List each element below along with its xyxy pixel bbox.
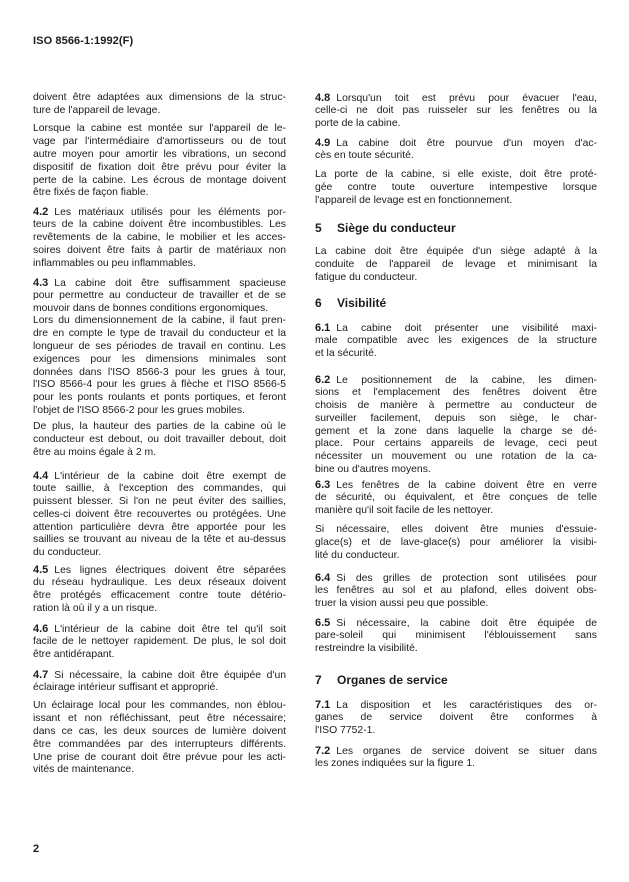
clause-number: 4.2: [33, 206, 49, 218]
text-line: 6.5 Si nécessaire, la cabine doit être équipée de: [315, 617, 597, 629]
text-line: vage par l'intermédiaire d'amortisseurs ou de tout: [33, 135, 286, 147]
paragraph: [33, 315, 286, 418]
text-line: 4.2 Les matériaux utilisés pour les éléments por-: [33, 206, 286, 218]
clause-7-1: [315, 699, 597, 738]
text-line: les zones indiquées sur la figure 1.: [315, 757, 475, 769]
text-line: gement et la zone dans laquelle la charge se dé-: [315, 425, 597, 437]
text-line: l'ISO 7752-1.: [315, 724, 376, 736]
text-line: truer la vision aussi peu que possible.: [315, 597, 489, 609]
clause-4-4: [33, 470, 286, 560]
text-line: cès en toute sécurité.: [315, 149, 414, 161]
clause-number: 6.5: [315, 617, 331, 629]
text-line: manière qu'il soit facile de les nettoyer.: [315, 504, 494, 516]
text-line: choisis de manière à permettre au conducteur de: [315, 399, 597, 411]
section-heading: [315, 296, 386, 310]
clause-number: 4.7: [33, 669, 49, 681]
text-line: 6.3 Les fenêtres de la cabine doivent être en verre: [315, 479, 597, 491]
text-line: restreindre la visibilité.: [315, 642, 418, 654]
clause-4-8: [315, 92, 597, 131]
text-line: être fixés de façon fiable.: [33, 187, 149, 199]
page-number: 2: [33, 843, 40, 855]
clause-number: 7.1: [315, 699, 331, 711]
clause-4-6: [33, 623, 286, 662]
text-line: de sécurité, ou équivalent, et être conçues de telle: [315, 491, 597, 503]
clause-number: 6.3: [315, 479, 331, 491]
text-line: autre moyen pour amortir les vibrations, un second: [33, 148, 286, 160]
clause-number: 6.2: [315, 374, 331, 386]
text-line: ration là où il y a un risque.: [33, 602, 158, 614]
section-number: 6: [315, 296, 322, 310]
text-line: du réseau hydraulique. Les deux réseaux doivent: [33, 576, 286, 588]
clause-6-1: [315, 322, 597, 361]
text-line: 4.8 Lorsqu'un toit est prévu pour évacuer l'eau,: [315, 92, 597, 104]
text-line: La cabine doit être équipée d'un siège adapté à la: [315, 246, 597, 257]
text-line: pour les ponts roulants et ponts portiques, et feront: [33, 392, 286, 404]
clause-number: 4.9: [315, 137, 331, 149]
text-line: Un éclairage local pour les commandes, non éblou-: [33, 700, 286, 711]
clause-4-2: [33, 206, 286, 270]
text-line: perte de la cabine. Les écrous de montage doivent: [33, 174, 286, 186]
text-line: glace(s) et de lave-glace(s) pour améliorer la visibi-: [315, 536, 597, 548]
text-line: place. Pour certains appareils de levage, ceci peut: [315, 438, 597, 450]
text-line: l'appareil de levage est en fonctionnement.: [315, 194, 513, 206]
text-line: fatigue du conducteur.: [315, 271, 418, 283]
section-title: Organes de service: [337, 673, 448, 687]
text-line: du conducteur.: [33, 547, 102, 559]
clause-4-7: [33, 669, 286, 695]
text-line: sions et l'emplacement des fenêtres doivent être: [315, 386, 597, 398]
text-line: vités de maintenance.: [33, 764, 135, 776]
text-line: lité du conducteur.: [315, 549, 400, 561]
clause-6-5: [315, 617, 597, 656]
paragraph: [315, 169, 597, 208]
text-line: dre en compte le type de travail du conducteur et la: [33, 327, 286, 339]
text-line: données dans l'ISO 8566-3 pour les grues à tour,: [33, 366, 286, 378]
text-line: issant et non réfléchissant, peut être nécessaire;: [33, 712, 286, 724]
text-line: pare-soleil qui minimisent l'éblouissement sans: [315, 629, 597, 641]
clause-number: 7.2: [315, 745, 331, 757]
text-line: doivent être adaptées aux dimensions de la struc-: [33, 92, 286, 103]
text-line: De plus, la hauteur des parties de la cabine où le: [33, 421, 286, 432]
text-line: Une prise de courant doit être prévue pour les acti-: [33, 751, 286, 763]
clause-4-9: [315, 137, 597, 163]
paragraph: [33, 123, 286, 200]
text-line: 4.7 Si nécessaire, la cabine doit être équipée d'un: [33, 669, 286, 681]
text-line: La porte de la cabine, si elle existe, doit être proté-: [315, 169, 597, 180]
text-line: nécessiter un mouvement ou une rotation de la ca-: [315, 451, 597, 463]
text-line: être antidérapant.: [33, 648, 115, 660]
text-line: 4.6 L'intérieur de la cabine doit être tel qu'il soit: [33, 623, 286, 635]
text-line: toute saillie, à l'exception des commandes, qui: [33, 482, 286, 494]
text-line: gée contre toute ouverture intempestive lorsque: [315, 181, 597, 193]
text-line: inflammables ou peu inflammables.: [33, 257, 196, 269]
text-line: saillies se trouvant au niveau de la tête et au-dessus: [33, 534, 286, 546]
text-line: puissent blesser. Si l'on ne peut éviter des saillies,: [33, 495, 286, 507]
text-line: les fenêtres au sol et au plafond, elles doivent obs-: [315, 584, 597, 596]
clause-7-2: [315, 745, 597, 771]
text-line: Lors du dimensionnement de la cabine, il faut pren-: [33, 315, 286, 326]
text-line: attention particulière devra être apportée pour les: [33, 521, 286, 533]
text-line: dans ce cas, les deux sources de lumière doivent: [33, 725, 286, 737]
text-line: et la sécurité.: [315, 347, 377, 359]
clause-4-3: [33, 277, 286, 316]
text-line: ture de l'appareil de levage.: [33, 104, 161, 116]
text-line: 4.5 Les lignes électriques doivent être séparées: [33, 564, 286, 576]
text-line: conducteur est debout, ou doit travailler debout, doit: [33, 433, 286, 445]
text-line: bine ou d'autres moyens.: [315, 464, 431, 476]
clause-number: 4.3: [33, 277, 49, 289]
text-line: l'objet de l'ISO 8566-2 pour les grues mobiles.: [33, 405, 245, 417]
text-line: facile de le nettoyer rapidement. De plus, le sol doit: [33, 635, 286, 647]
paragraph: [315, 524, 597, 563]
section-title: Visibilité: [337, 296, 387, 310]
text-line: celles-ci doivent être recouvertes ou protégées. Une: [33, 508, 286, 520]
clause-6-2: [315, 374, 597, 477]
text-line: 7.2 Les organes de service doivent se situer dans: [315, 745, 597, 757]
text-line: 7.1 La disposition et les caractéristiques des or-: [315, 699, 597, 711]
text-line: surveiller facilement, depuis son siège, le char-: [315, 412, 597, 424]
text-line: être au moins égale à 2 m.: [33, 446, 157, 458]
document-header: ISO 8566-1:1992(F): [33, 35, 134, 47]
text-line: exigences pour les dimensions minimales sont: [33, 353, 286, 365]
text-line: soires doivent être faits à partir de matériaux non: [33, 244, 286, 256]
section-number: 7: [315, 673, 322, 687]
section-number: 5: [315, 221, 322, 235]
text-line: male compatible avec les exigences de la structure: [315, 334, 597, 346]
text-line: Lorsque la cabine est montée sur l'appareil de le-: [33, 123, 286, 134]
clause-number: 6.1: [315, 322, 331, 334]
text-line: 6.1 La cabine doit présenter une visibilité maxi-: [315, 322, 597, 334]
text-line: pour permettre au conducteur de travailler et de se: [33, 289, 286, 301]
text-line: éclairage intérieur suffisant et approprié.: [33, 681, 219, 693]
clause-number: 4.5: [33, 564, 49, 576]
clause-number: 6.4: [315, 572, 331, 584]
text-line: dispositif de fixation doit être prévu pour éviter la: [33, 161, 286, 173]
text-line: 4.4 L'intérieur de la cabine doit être exempt de: [33, 470, 286, 482]
clause-number: 4.4: [33, 470, 49, 482]
text-line: Si nécessaire, elles doivent être munies d'essuie-: [315, 524, 597, 535]
paragraph: [33, 700, 286, 777]
text-line: 6.2 Le positionnement de la cabine, les dimen-: [315, 374, 597, 386]
clause-6-4: [315, 572, 597, 611]
paragraph: [315, 246, 597, 285]
text-line: revêtements de la cabine, le mobilier et les acces-: [33, 231, 286, 243]
section-title: Siège du conducteur: [337, 221, 456, 235]
clause-6-3: [315, 479, 597, 518]
text-line: porte de la cabine.: [315, 117, 401, 129]
text-line: l'ISO 8566-4 pour les grues à flèche et l'ISO 8566-5: [33, 379, 286, 391]
text-line: conduite de l'appareil de levage et minimisant la: [315, 258, 597, 270]
section-heading: [315, 221, 456, 235]
text-line: 4.9 La cabine doit être pourvue d'un moyen d'ac-: [315, 137, 597, 149]
text-line: longueur de ses périodes de travail en continu. Les: [33, 340, 286, 352]
clause-number: 4.8: [315, 92, 331, 104]
section-heading: [315, 673, 448, 687]
text-line: 6.4 Si des grilles de protection sont utilisées pour: [315, 572, 597, 584]
text-line: 4.3 La cabine doit être suffisamment spacieuse: [33, 277, 286, 289]
text-line: être protégés efficacement contre toute détério-: [33, 589, 286, 601]
text-line: être commandées par des interrupteurs différents.: [33, 738, 286, 750]
clause-number: 4.6: [33, 623, 49, 635]
clause-4-5: [33, 564, 286, 616]
paragraph: [33, 92, 286, 118]
text-line: mouvoir dans de bonnes conditions ergonomiques.: [33, 302, 269, 314]
text-line: celle-ci ne doit pas ruisseler sur les fenêtres ou la: [315, 104, 597, 116]
paragraph: [33, 421, 286, 460]
text-line: teurs de la cabine doivent être incombustibles. Les: [33, 218, 286, 230]
text-line: ganes de service doivent être conformes à: [315, 711, 597, 723]
